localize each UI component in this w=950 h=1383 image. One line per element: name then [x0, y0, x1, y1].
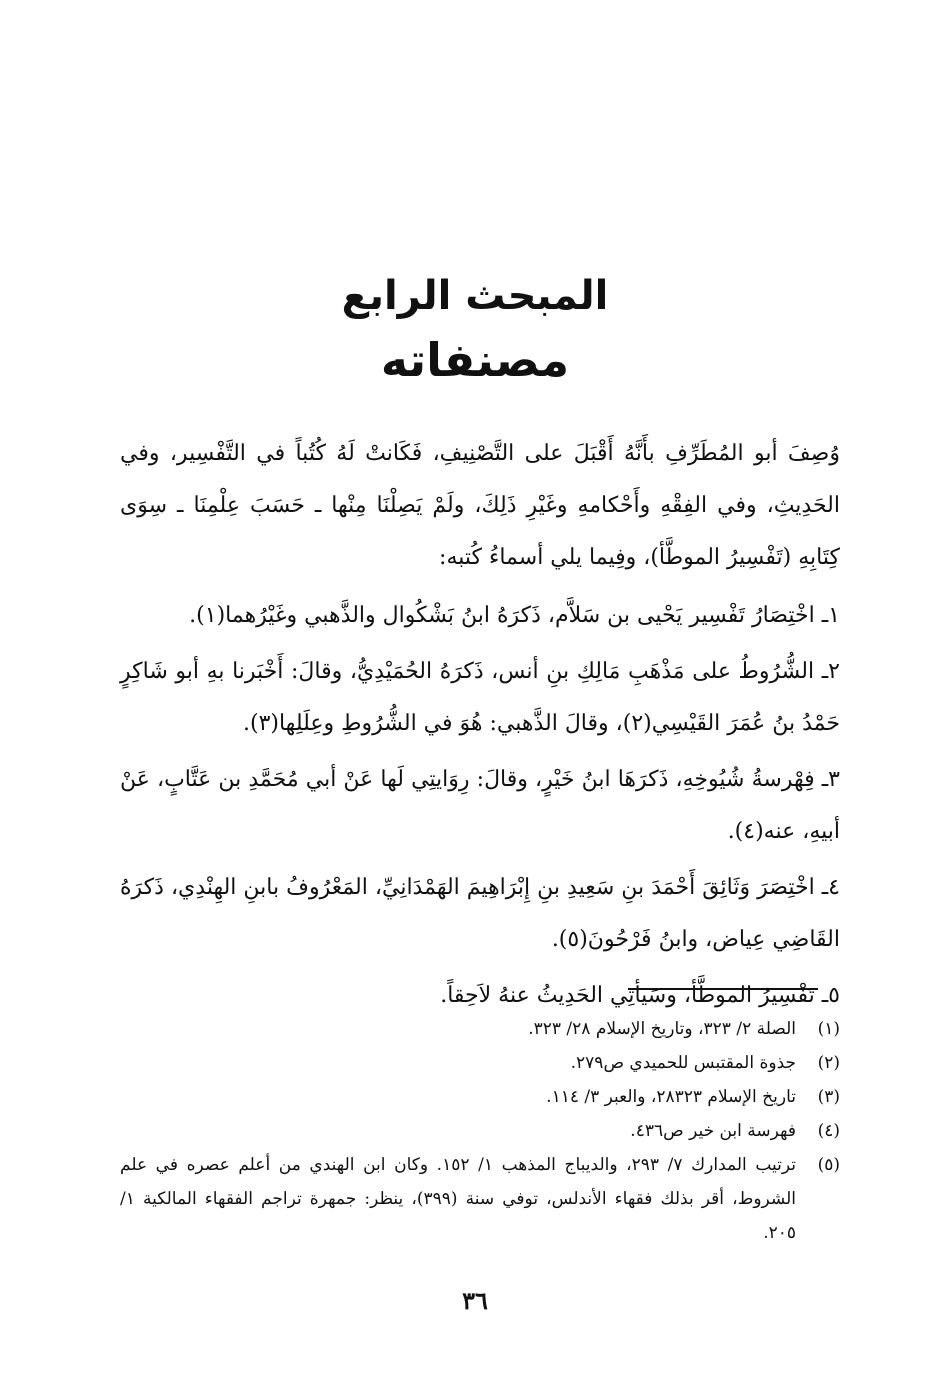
- footnote-2: [120, 1046, 840, 1080]
- footnote-number: (٢): [817, 1053, 840, 1073]
- footnote-text: فهرسة ابن خير ص٤٣٦.: [630, 1121, 796, 1141]
- footnote-number: (٤): [817, 1121, 840, 1141]
- list-item-1: ١ـ اخْتِصَارُ تَفْسِير يَحْيى بن سَلاَّم، ذَكرَهُ ابنُ بَشْكُوال والذَّهبي وغَيْرُهما(١).: [189, 603, 840, 628]
- footnote-5: [120, 1148, 840, 1250]
- footnote-number: (٣): [817, 1087, 840, 1107]
- list-item-3: ٣ـ فِهْرسةُ شُيُوخِهِ، ذَكرَهَا ابنُ خَيْرٍ، وقالَ: رِوَايتِي لَها عَنْ أبي مُحَمَّدِ بن عَتَّابٍ، عَنْ أبيهِ، عنه(٤).: [120, 767, 840, 844]
- footnote-number: (١): [817, 1019, 840, 1039]
- footnote-number: (٥): [817, 1155, 840, 1175]
- footnote-text: ترتيب المدارك ٧/ ٢٩٣، والديباج المذهب ١/ ١٥٢. وكان ابن الهندي من أعلم عصره في علم الشروط، أقر بذلك فقهاء الأندلس، توفي سنة (٣٩٩)، ينظر: جمهرة تراجم الفقهاء المالكية ١/ ٢٠٥.: [120, 1155, 796, 1243]
- main-text: [120, 428, 840, 1022]
- footnote-4: [120, 1114, 840, 1148]
- footnote-text: جذوة المقتبس للحميدي ص٢٧٩.: [570, 1053, 796, 1073]
- chapter-title: المبحث الرابع: [341, 273, 609, 319]
- footnote-text: تاريخ الإسلام ٢٨٣٢٣، والعبر ٣/ ١١٤.: [546, 1087, 796, 1107]
- list-item-2: ٢ـ الشُّرُوطُ على مَذْهَبِ مَالِكِ بنِ أنس، ذَكرَهُ الحُمَيْدِيُّ، وقالَ: أَخْبَرنا بهِ أبو شَاكِرٍ حَمْدُ بنُ عُمَرَ القَيْسِي(٢)، وقالَ الذَّهبي: هُوَ في الشُّرُوطِ وعِلَلِها(٣).: [120, 659, 840, 736]
- footnote-1: [120, 1012, 840, 1046]
- footnotes: [120, 1012, 840, 1250]
- intro-paragraph: وُصِفَ أبو المُطَرِّفِ بأَنَّهُ أَقْبَلَ على التَّصْنِيفِ، فَكَانتْ لَهُ كُتُباً في التَّفْسِير، وفي الحَدِيثِ، وفي الفِقْهِ وأَحْكامهِ وغَيْرِ ذَلِكَ، ولَمْ يَصِلْنَا مِنْها ـ حَسَبَ عِلْمِنَا ـ سِوَى كِتَابِهِ (تَفْسِيرُ الموطَّأ)، وفِيما يلي أسماءُ كُتبه:: [120, 441, 840, 570]
- footnote-3: [120, 1080, 840, 1114]
- footnote-text: الصلة ٢/ ٣٢٣، وتاريخ الإسلام ٢٨/ ٣٢٣.: [528, 1019, 796, 1039]
- footnote-separator: [628, 988, 818, 990]
- chapter-subtitle: مصنفاته: [380, 333, 570, 387]
- page-number: ٣٦: [462, 1286, 488, 1315]
- list-item-4: ٤ـ اخْتِصَرَ وَثَائِقَ أَحْمَدَ بنِ سَعِيدِ بنِ إِبْرَاهِيمَ الهَمْدَانِيِّ، المَعْرُوفُ بابنِ الهِنْدِي، ذَكرَهُ القَاضِي عِياض، وابنُ فَرْحُونَ(٥).: [120, 875, 840, 952]
- list-item-5: ٥ـ تَفْسِيرُ الموطَّأ، وسَيأتِي الحَدِيثُ عنهُ لاَحِقاً.: [440, 983, 840, 1008]
